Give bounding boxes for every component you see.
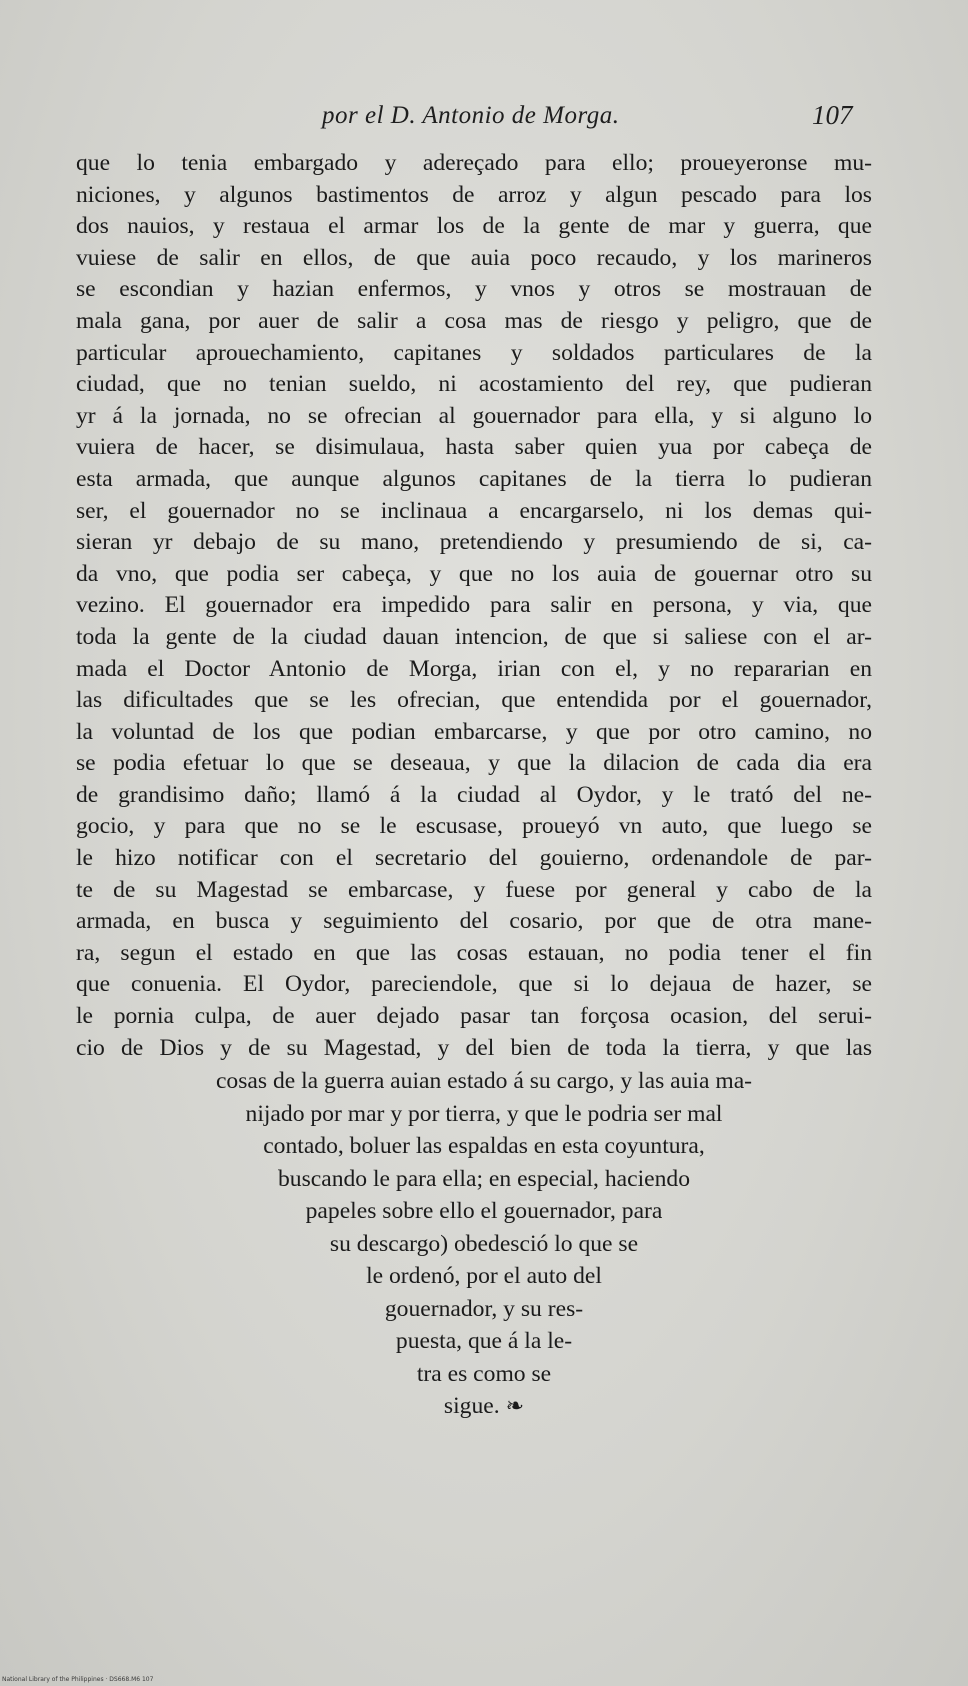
- running-head: por el D. Antonio de Morga.: [322, 102, 620, 129]
- text-line: se escondian y hazian enfermos, y vnos y otros se mostrauan de: [76, 276, 872, 303]
- text-line: mala gana, por auer de salir a cosa mas de riesgo y peligro, que de: [76, 307, 872, 334]
- text-line: particular aprouechamiento, capitanes y soldados particulares de la: [76, 339, 872, 366]
- text-line: vuiera de hacer, se disimulaua, hasta saber quien yua por cabeça de: [76, 434, 872, 461]
- text-line: niciones, y algunos bastimentos de arroz y algun pescado para los: [76, 181, 872, 208]
- text-line: dos nauios, y restaua el armar los de la gente de mar y guerra, que: [76, 213, 872, 240]
- text-line: le pornia culpa, de auer dejado pasar tan forçosa ocasion, del serui-: [76, 1003, 872, 1030]
- tapered-line: puesta, que á la le-: [395, 1328, 573, 1354]
- tapered-line: tra es como se: [416, 1360, 552, 1387]
- library-scan-mark: National Library of the Philippines · DS668.M6 107: [2, 1676, 154, 1683]
- text-line: ciudad, que no tenian sueldo, ni acostamiento del rey, que pudieran: [76, 371, 872, 398]
- text-line: le hizo notificar con el secretario del gouierno, ordenandole de par-: [76, 845, 872, 872]
- text-line: de grandisimo daño; llamó á la ciudad al Oydor, y le trató del ne-: [76, 781, 872, 808]
- text-line: vuiese de salir en ellos, de que auia poco recaudo, y los marineros: [76, 244, 872, 271]
- tapered-line: le ordenó, por el auto del: [366, 1263, 602, 1289]
- text-line: que conuenia. El Oydor, pareciendole, que si lo dejaua de hazer, se: [76, 971, 872, 998]
- text-line: gocio, y para que no se le escusase, proueyó vn auto, que luego se: [76, 813, 872, 840]
- text-line: yr á la jornada, no se ofrecian al gouernador para ella, y si alguno lo: [76, 402, 872, 429]
- text-line: las dificultades que se les ofrecian, que entendida por el gouernador,: [76, 687, 872, 714]
- text-line: toda la gente de la ciudad dauan intencion, de que si saliese con el ar-: [76, 623, 872, 650]
- tapered-line: papeles sobre ello el gouernador, para: [305, 1198, 663, 1224]
- page-number: 107: [812, 100, 853, 130]
- closing-word: sigue.: [443, 1393, 500, 1419]
- text-line: se podia efetuar lo que se deseaua, y que la dilacion de cada dia era: [76, 750, 872, 777]
- tapered-line: gouernador, y su res-: [384, 1295, 584, 1322]
- text-line: armada, en busca y seguimiento del cosario, por que de otra mane-: [76, 908, 872, 935]
- body-text-block: [76, 148, 872, 1064]
- text-line: mada el Doctor Antonio de Morga, irian con el, y no repararian en: [76, 655, 872, 682]
- text-line: ra, segun el estado en que las cosas estauan, no podia tener el fin: [76, 939, 872, 966]
- text-line: cio de Dios y de su Magestad, y del bien de toda la tierra, y que las: [76, 1034, 872, 1061]
- text-line: que lo tenia embargado y adereçado para ello; proueyeronse mu-: [76, 150, 872, 176]
- tapered-line: buscando le para ella; en especial, haciendo: [277, 1165, 691, 1192]
- text-line: vezino. El gouernador era impedido para salir en persona, y via, que: [76, 592, 872, 619]
- text-line: sieran yr debajo de su mano, pretendiendo y presumiendo de si, ca-: [76, 529, 872, 556]
- fleuron-ornament-icon: ❧: [505, 1393, 525, 1418]
- tapered-line: su descargo) obedesció lo que se: [329, 1230, 639, 1257]
- text-line: te de su Magestad se embarcase, y fuese por general y cabo de la: [76, 876, 872, 903]
- text-line: da vno, que podia ser cabeça, y que no los auia de gouernar otro su: [76, 560, 872, 587]
- text-line: esta armada, que aunque algunos capitanes de la tierra lo pudieran: [76, 465, 872, 492]
- tapered-line: contado, boluer las espaldas en esta coyuntura,: [263, 1133, 705, 1159]
- tapered-line: cosas de la guerra auian estado á su cargo, y las auia ma-: [215, 1068, 753, 1094]
- tapered-line: nijado por mar y por tierra, y que le podria ser mal: [245, 1100, 723, 1127]
- page-header: [0, 98, 968, 138]
- text-line: la voluntad de los que podian embarcarse, y que por otro camino, no: [76, 718, 872, 745]
- text-line: ser, el gouernador no se inclinaua a encargarselo, ni los demas qui-: [76, 497, 872, 524]
- closing-line: [0, 1390, 968, 1423]
- tapered-text-block: [0, 1065, 968, 1423]
